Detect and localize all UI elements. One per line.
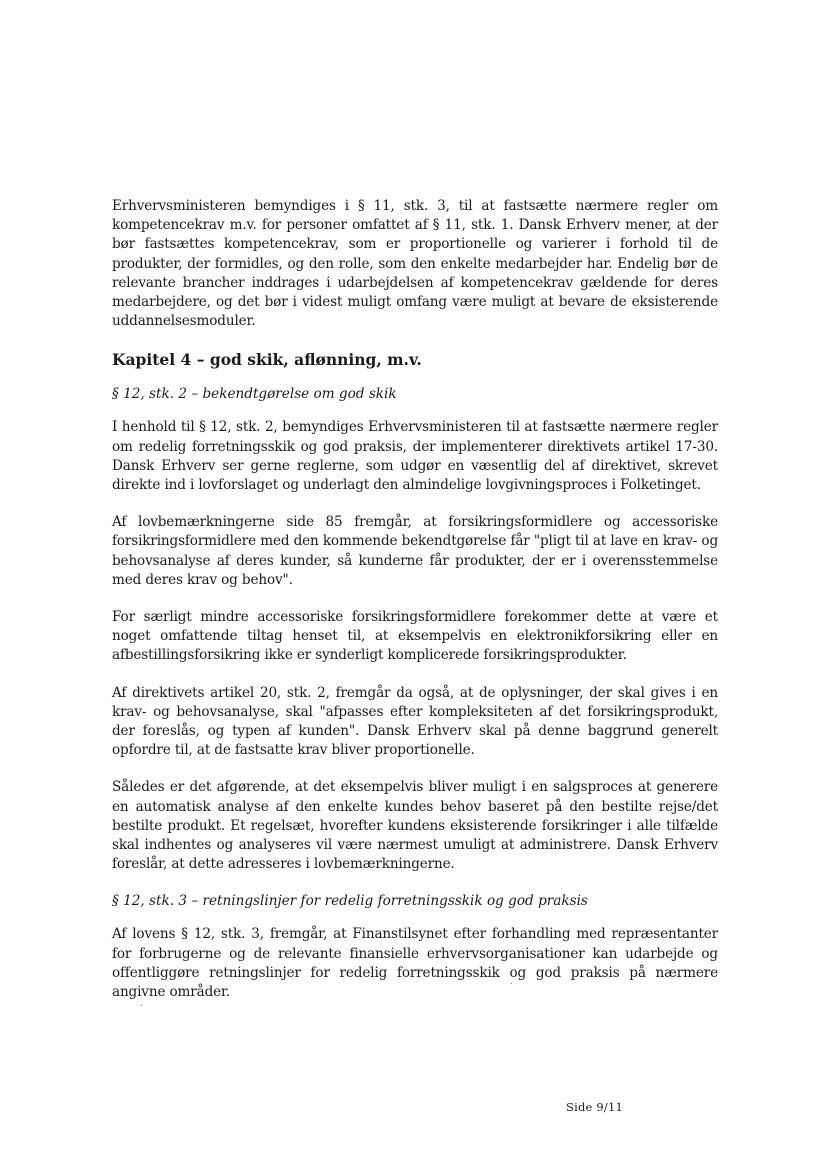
paragraph-god-skik-authority: I henhold til § 12, stk. 2, bemyndiges Erhvervsministeren til at fastsætte nærmere regler om redelig forretningsskik og god praksis, der implementerer direktivets artikel 17-30. Dansk Erhverv ser gerne reglerne, som udgør en væsentlig del af direktivet, skrevet direkte ind i lovforslaget og underlagt den almindelige lovgivningsproces i Folketinget. [112, 419, 718, 494]
scan-speck [141, 1005, 142, 1006]
section-subheading: § 12, stk. 3 – retningslinjer for redelig forretningsskik og god praksis [112, 893, 588, 910]
chapter-heading: Kapitel 4 – god skik, aflønning, m.v. [112, 350, 422, 370]
paragraph-automatic-analysis: Således er det afgørende, at det eksempelvis bliver muligt i en salgsproces at generere en automatisk analyse af den enkelte kundes behov baseret på den bestilte rejse/det bestilte produkt. Et regelsæt, hvorefter kundens eksisterende forsikringer i alle tilfælde skal indhentes og analyseres vil være nærmest umuligt at administrere. Dansk Erhverv foreslår, at dette adresseres i lovbemærkningerne. [112, 779, 718, 873]
paragraph-competence-requirements: Erhvervsministeren bemyndiges i § 11, stk. 3, til at fastsætte nærmere regler om kompetencekrav m.v. for personer omfattet af § 11, stk. 1. Dansk Erhverv mener, at der bør fastsættes kompetencekrav, som er proportionelle og varierer i forhold til de produkter, der formidles, og den rolle, som den enkelte medarbejder har. Endelig bør de relevante brancher inddrages i udarbejdelsen af kompetencekrav gældende for deres medarbejdere, og det bør i videst muligt omfang være muligt at bevare de eksisterende uddannelsesmoduler. [112, 198, 718, 330]
section-subheading: § 12, stk. 2 – bekendtgørelse om god skik [112, 386, 397, 403]
page-number: Side 9/11 [566, 1100, 624, 1114]
paragraph-accessory-intermediaries: For særligt mindre accessoriske forsikringsformidlere forekommer dette at være et noget omfattende tiltag henset til, at eksempelvis en elektronikforsikring eller en afbestillingsforsikring ikke er synderligt komplicerede forsikringsprodukter. [112, 609, 718, 664]
paragraph-lovbemaerkninger: Af lovbemærkningerne side 85 fremgår, at forsikringsformidlere og accessoriske forsikringsformidlere med den kommende bekendtgørelse får "pligt til at lave en krav- og behovsanalyse af deres kunder, så kunderne får produkter, der er i overensstemmelse med deres krav og behov". [112, 514, 718, 588]
scan-speck [511, 983, 512, 984]
document-body [112, 197, 718, 1020]
paragraph-finanstilsynet-guidelines: Af lovens § 12, stk. 3, fremgår, at Finanstilsynet efter forhandling med repræsentanter for forbrugerne og de relevante finansielle erhvervsorganisationer kan udarbejde og offentliggøre retningslinjer for redelig forretningsskik og god praksis på nærmere angivne områder. [112, 926, 718, 1001]
paragraph-directive-article-20: Af direktivets artikel 20, stk. 2, fremgår da også, at de oplysninger, der skal gives i en krav- og behovsanalyse, skal "afpasses efter kompleksiteten af det forsikringsprodukt, der foreslås, og typen af kunden". Dansk Erhverv skal på denne baggrund generelt opfordre til, at de fastsatte krav bliver proportionelle. [112, 684, 718, 759]
